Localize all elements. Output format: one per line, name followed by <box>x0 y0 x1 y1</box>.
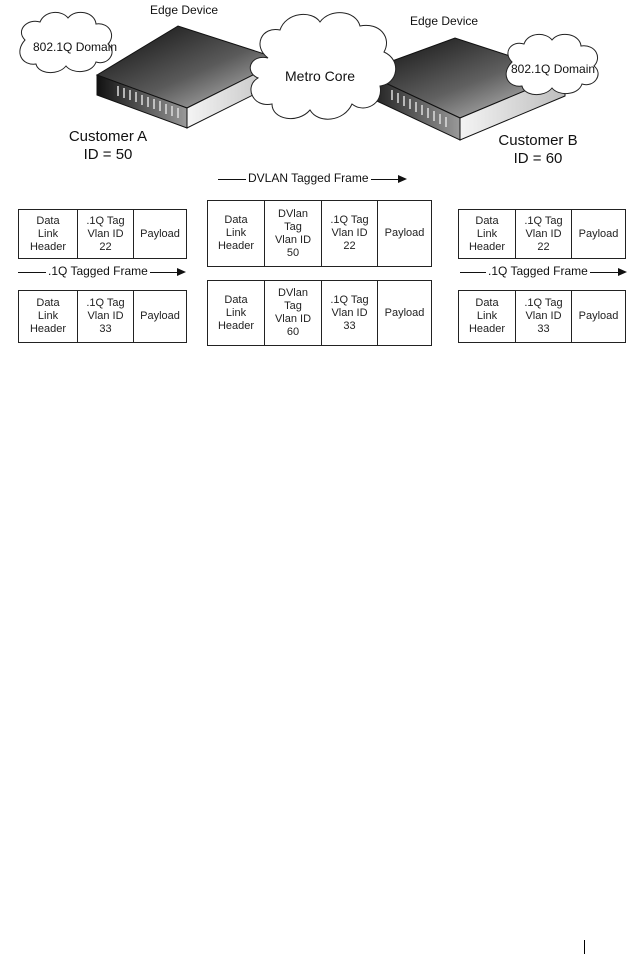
frame-cell-payload: Payload <box>384 227 425 239</box>
frame-cell-header: Data Link Header <box>208 281 265 345</box>
page-margin-rule <box>584 940 585 954</box>
frame-cell-1q-tag: .1Q Tag Vlan ID 22 <box>78 210 134 258</box>
frame-cell-1q-tag: .1Q Tag Vlan ID 22 <box>322 201 378 266</box>
customer-b-name: Customer B <box>498 132 578 149</box>
frame-cell-payload: Payload <box>578 227 619 240</box>
dvlan-arrow-label: DVLAN Tagged Frame <box>248 171 369 185</box>
frame-cell-header: Data Link Header <box>459 291 516 342</box>
frame-cell-1q-tag: .1Q Tag Vlan ID 33 <box>322 281 378 345</box>
frame-cell-dvlan-tag: DVlan Tag Vlan ID 60 <box>265 281 322 345</box>
frame-cell-1q-tag: .1Q Tag Vlan ID 33 <box>516 291 572 342</box>
frame-middle-top <box>207 200 432 267</box>
customer-a-name: Customer A <box>68 128 148 145</box>
frame-cell-payload: Payload <box>384 306 425 319</box>
frame-cell-payload: Payload <box>140 227 180 240</box>
frame-cell-1q-tag: .1Q Tag Vlan ID 22 <box>516 210 572 258</box>
frame-left-bottom <box>18 290 187 343</box>
domain-right-label: 802.1Q Domain <box>511 62 596 76</box>
frame-cell-1q-tag: .1Q Tag Vlan ID 33 <box>78 291 134 342</box>
frame-cell-header: Data Link Header <box>19 210 78 258</box>
frame-right-top <box>458 209 626 259</box>
metro-core-label: Metro Core <box>285 68 356 84</box>
customer-b-id: ID = 60 <box>513 150 563 167</box>
frame-right-bottom <box>458 290 626 343</box>
edge-device-left-label: Edge Device <box>150 3 219 17</box>
frame-cell-payload: Payload <box>578 310 619 322</box>
frame-cell-header: Data Link Header <box>19 291 78 342</box>
frame-cell-payload: Payload <box>140 310 180 322</box>
metro-core-cloud-icon <box>250 13 395 120</box>
left-1q-arrow-head-icon <box>177 268 186 276</box>
customer-a-id: ID = 50 <box>83 146 133 163</box>
frame-middle-bottom <box>207 280 432 346</box>
left-1q-arrow-label: .1Q Tagged Frame <box>48 264 148 278</box>
customer-a <box>58 128 158 164</box>
frame-cell-header: Data Link Header <box>208 201 265 266</box>
frame-cell-header: Data Link Header <box>459 210 516 258</box>
frame-cell-dvlan-tag: DVlan Tag Vlan ID 50 <box>265 201 322 266</box>
frame-left-top <box>18 209 187 259</box>
customer-b <box>488 132 588 168</box>
domain-left-label: 802.1Q Domain <box>33 40 118 54</box>
right-1q-arrow-label: .1Q Tagged Frame <box>488 264 588 278</box>
dvlan-arrow-head-icon <box>398 175 407 183</box>
edge-device-right-label: Edge Device <box>410 14 479 28</box>
right-1q-arrow-head-icon <box>618 268 627 276</box>
